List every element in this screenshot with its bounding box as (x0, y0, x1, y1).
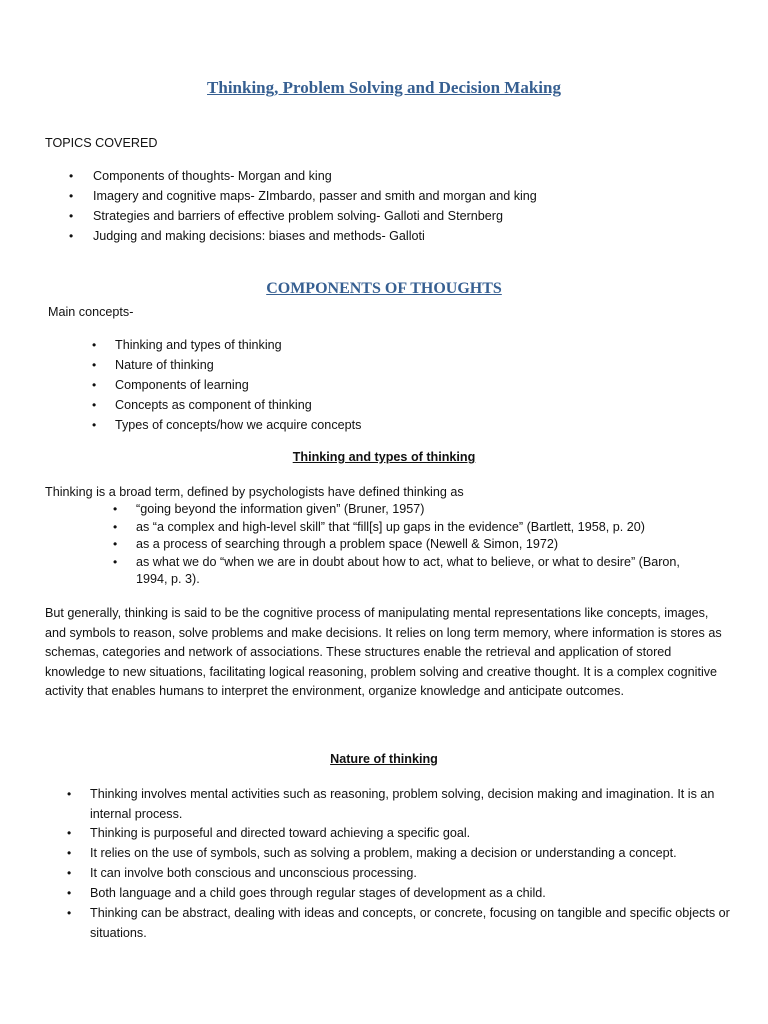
list-item: • Thinking can be abstract, dealing with ideas and concepts, or concrete, focusing on tangible and specific objects or situations. (0, 903, 768, 943)
bullet-icon: • (92, 358, 97, 372)
definition-intro: Thinking is a broad term, defined by psychologists have defined thinking as (45, 485, 464, 499)
bullet-icon: • (92, 418, 97, 432)
bullet-icon: • (69, 209, 74, 223)
list-item: • Components of thoughts- Morgan and king (69, 169, 332, 183)
bullet-icon: • (69, 189, 74, 203)
list-item: • It relies on the use of symbols, such as solving a problem, making a decision or understanding a concept. (0, 843, 768, 863)
bullet-icon: • (92, 398, 97, 412)
bullet-icon: • (67, 787, 72, 801)
bullet-icon: • (67, 846, 72, 860)
bullet-icon: • (113, 519, 118, 534)
list-item: • Types of concepts/how we acquire concepts (92, 418, 362, 432)
topics-heading: TOPICS COVERED (45, 136, 158, 150)
subheading-types-of-thinking: Thinking and types of thinking (292, 450, 476, 464)
nature-list (0, 784, 768, 943)
list-item: • It can involve both conscious and unconscious processing. (0, 863, 768, 883)
list-item: • Components of learning (92, 378, 249, 392)
list-item: • as what we do “when we are in doubt about how to act, what to believe, or what to desire” (Baron, 1994, p. 3). (113, 554, 680, 586)
list-item: • as “a complex and high-level skill” that “fill[s] up gaps in the evidence” (Bartlett, 1958, p. 20) (113, 519, 645, 534)
definitions-list (0, 501, 768, 588)
bullet-icon: • (69, 229, 74, 243)
list-item: • Both language and a child goes through regular stages of development as a child. (0, 883, 768, 903)
document-title: Thinking, Problem Solving and Decision Making (207, 78, 561, 97)
list-item: • Imagery and cognitive maps- ZImbardo, passer and smith and morgan and king (69, 189, 537, 203)
list-item: • Thinking involves mental activities such as reasoning, problem solving, decision making and imagination. It is an internal process. (0, 784, 768, 823)
list-item: • Judging and making decisions: biases and methods- Galloti (69, 229, 425, 243)
bullet-icon: • (69, 169, 74, 183)
list-item: • Strategies and barriers of effective problem solving- Galloti and Sternberg (69, 209, 503, 223)
bullet-icon: • (67, 826, 72, 840)
list-item: • Thinking is purposeful and directed toward achieving a specific goal. (0, 823, 768, 843)
bullet-icon: • (67, 906, 72, 920)
general-paragraph: But generally, thinking is said to be the cognitive process of manipulating mental representations like concepts, images, and symbols to reason, solve problems and make decisions. It relies on long term memory, where information is stores as schemas, categories and network of associations. These structures enable the retrieval and application of stored knowledge to new situations, facilitating logical reasoning, problem solving and creative thought. It is a complex cognitive activity that enables humans to interpret the environment, organize knowledge and anticipate outcomes. (45, 606, 722, 698)
main-concepts-label: Main concepts- (48, 305, 134, 319)
bullet-icon: • (113, 554, 118, 569)
bullet-icon: • (113, 502, 118, 516)
subheading-nature-of-thinking: Nature of thinking (330, 752, 438, 766)
list-item: • Thinking and types of thinking (92, 338, 282, 352)
list-item: • Nature of thinking (92, 358, 214, 372)
main-concepts-list (0, 337, 768, 437)
bullet-icon: • (67, 886, 72, 900)
section-title: COMPONENTS OF THOUGHTS (266, 280, 502, 297)
list-item: • “going beyond the information given” (Bruner, 1957) (113, 502, 425, 516)
bullet-icon: • (113, 537, 118, 551)
topics-list (0, 168, 768, 248)
bullet-icon: • (67, 866, 72, 880)
list-item: • Concepts as component of thinking (92, 398, 312, 412)
bullet-icon: • (92, 338, 97, 352)
bullet-icon: • (92, 378, 97, 392)
list-item: • as a process of searching through a problem space (Newell & Simon, 1972) (113, 537, 559, 551)
